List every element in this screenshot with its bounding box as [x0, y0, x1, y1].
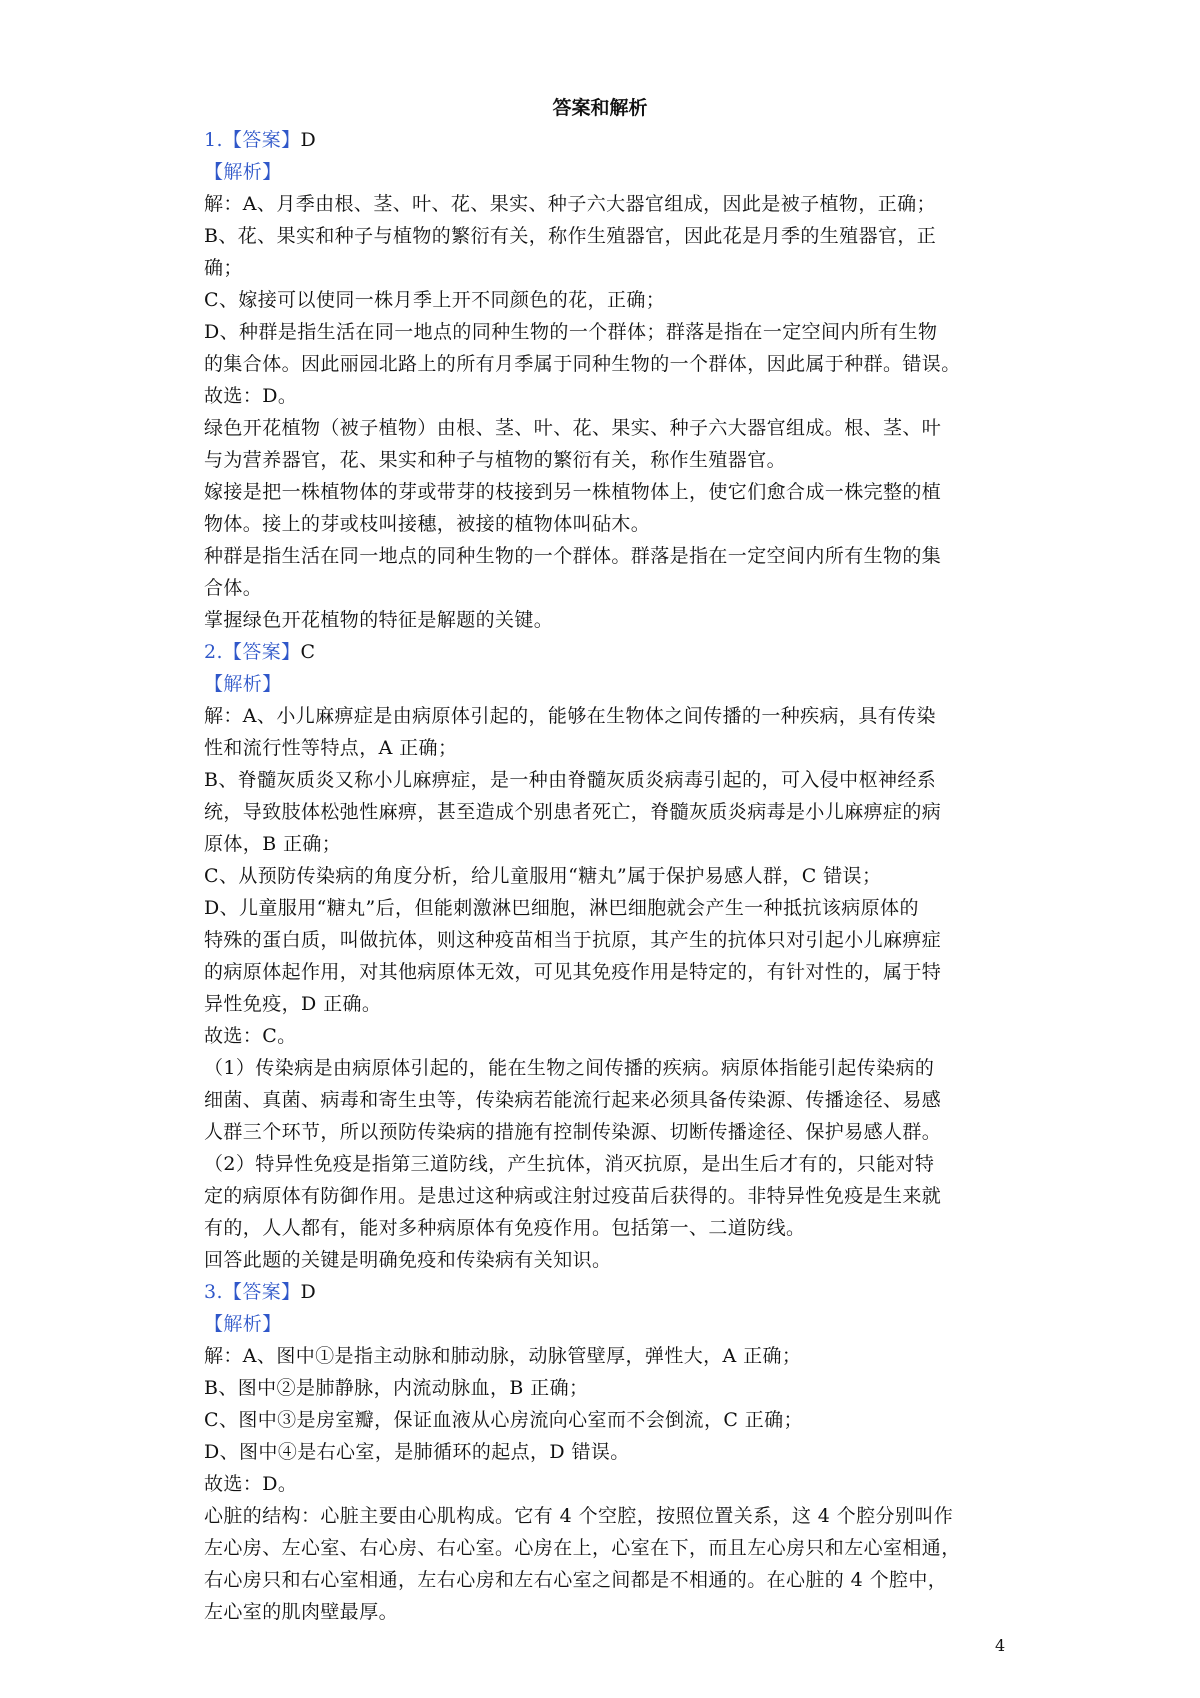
text-line — [204, 1084, 1004, 1116]
text-line — [204, 508, 1004, 540]
text-line — [204, 796, 1004, 828]
text-line — [204, 924, 1004, 956]
text-line — [204, 764, 1004, 796]
text-line — [204, 1404, 1004, 1436]
text-line — [204, 956, 1004, 988]
line-text: 定的病原体有防御作用。是患过这种病或注射过疫苗后获得的。非特异性免疫是生来就 — [204, 1185, 942, 1207]
line-text: 故选：D。 — [204, 1473, 298, 1495]
text-line — [204, 668, 1004, 700]
text-line — [204, 1596, 1004, 1628]
text-line — [204, 1244, 1004, 1276]
section-label: 【解析】 — [204, 673, 282, 695]
line-text: 故选：C。 — [204, 1025, 297, 1047]
text-line — [204, 636, 1004, 668]
text-line — [204, 476, 1004, 508]
text-line — [204, 220, 1004, 252]
line-text: B、脊髓灰质炎又称小儿麻痹症，是一种由脊髓灰质炎病毒引起的，可入侵中枢神经系 — [204, 769, 937, 791]
text-line — [204, 1564, 1004, 1596]
section-label: 1.【答案】 — [204, 129, 301, 151]
text-line — [204, 860, 1004, 892]
text-line — [204, 124, 1004, 156]
line-text: D — [300, 129, 317, 151]
text-line — [204, 1532, 1004, 1564]
text-line — [204, 188, 1004, 220]
text-line — [204, 156, 1004, 188]
text-line — [204, 572, 1004, 604]
page-number: 4 — [995, 1636, 1006, 1655]
text-line — [204, 1052, 1004, 1084]
text-line — [204, 1276, 1004, 1308]
text-line — [204, 284, 1004, 316]
line-text: 异性免疫，D 正确。 — [204, 993, 382, 1015]
line-text: 掌握绿色开花植物的特征是解题的关键。 — [204, 609, 554, 631]
line-text: 确； — [204, 257, 243, 279]
line-text: 性和流行性等特点，A 正确； — [204, 737, 458, 759]
line-text: 左心房、左心室、右心房、右心室。心房在上，心室在下，而且左心房只和左心室相通， — [204, 1537, 961, 1559]
line-text: 与为营养器官，花、果实和种子与植物的繁衍有关，称作生殖器官。 — [204, 449, 787, 471]
text-line — [204, 1148, 1004, 1180]
text-line — [204, 892, 1004, 924]
text-line — [204, 1340, 1004, 1372]
text-line — [204, 1308, 1004, 1340]
text-line — [204, 700, 1004, 732]
line-text: C、从预防传染病的角度分析，给儿童服用“糖丸”属于保护易感人群，C 错误； — [204, 865, 882, 887]
line-text: 解：A、图中①是指主动脉和肺动脉，动脉管壁厚，弹性大，A 正确； — [204, 1345, 802, 1367]
section-label: 3.【答案】 — [204, 1281, 301, 1303]
line-text: B、花、果实和种子与植物的繁衍有关，称作生殖器官，因此花是月季的生殖器官，正 — [204, 225, 937, 247]
line-text: D、图中④是右心室，是肺循环的起点，D 错误。 — [204, 1441, 630, 1463]
text-line — [204, 1468, 1004, 1500]
text-line — [204, 380, 1004, 412]
line-text: 细菌、真菌、病毒和寄生虫等，传染病若能流行起来必须具备传染源、传播途径、易感 — [204, 1089, 942, 1111]
line-text: C — [300, 641, 316, 663]
line-text: 统，导致肢体松弛性麻痹，甚至造成个别患者死亡，脊髓灰质炎病毒是小儿麻痹症的病 — [204, 801, 942, 823]
text-line — [204, 1212, 1004, 1244]
line-text: 原体，B 正确； — [204, 833, 342, 855]
section-label: 【解析】 — [204, 161, 282, 183]
text-line — [204, 604, 1004, 636]
line-text: D — [300, 1281, 317, 1303]
text-line — [204, 828, 1004, 860]
text-line — [204, 1436, 1004, 1468]
text-line — [204, 732, 1004, 764]
line-text: B、图中②是肺静脉，内流动脉血，B 正确； — [204, 1377, 589, 1399]
section-label: 2.【答案】 — [204, 641, 301, 663]
line-text: C、图中③是房室瓣，保证血液从心房流向心室而不会倒流，C 正确； — [204, 1409, 803, 1431]
line-text: 的病原体起作用，对其他病原体无效，可见其免疫作用是特定的，有针对性的，属于特 — [204, 961, 942, 983]
text-line — [204, 540, 1004, 572]
page-title: 答案和解析 — [552, 97, 648, 119]
text-line — [204, 988, 1004, 1020]
line-text: 左心室的肌肉壁最厚。 — [204, 1601, 399, 1623]
answer-body — [204, 124, 1004, 1628]
text-line — [204, 1500, 1004, 1532]
line-text: 心脏的结构：心脏主要由心肌构成。它有 4 个空腔，按照位置关系，这 4 个腔分别叫作 — [204, 1505, 954, 1527]
text-line — [204, 444, 1004, 476]
line-text: 的集合体。因此丽园北路上的所有月季属于同种生物的一个群体，因此属于种群。错误。 — [204, 353, 961, 375]
text-line — [204, 1116, 1004, 1148]
line-text: 物体。接上的芽或枝叫接穗，被接的植物体叫砧木。 — [204, 513, 651, 535]
line-text: 有的，人人都有，能对多种病原体有免疫作用。包括第一、二道防线。 — [204, 1217, 806, 1239]
text-line — [204, 316, 1004, 348]
line-text: 解：A、小儿麻痹症是由病原体引起的，能够在生物体之间传播的一种疾病，具有传染 — [204, 705, 936, 727]
line-text: 特殊的蛋白质，叫做抗体，则这种疫苗相当于抗原，其产生的抗体只对引起小儿麻痹症 — [204, 929, 942, 951]
line-text: （2）特异性免疫是指第三道防线，产生抗体，消灭抗原，是出生后才有的，只能对特 — [204, 1153, 935, 1175]
line-text: （1）传染病是由病原体引起的，能在生物之间传播的疾病。病原体指能引起传染病的 — [204, 1057, 935, 1079]
text-line — [204, 1020, 1004, 1052]
text-line — [204, 348, 1004, 380]
text-line — [204, 252, 1004, 284]
text-line — [204, 1180, 1004, 1212]
line-text: 回答此题的关键是明确免疫和传染病有关知识。 — [204, 1249, 612, 1271]
line-text: 绿色开花植物（被子植物）由根、茎、叶、花、果实、种子六大器官组成。根、茎、叶 — [204, 417, 942, 439]
line-text: 右心房只和右心室相通，左右心房和左右心室之间都是不相通的。在心脏的 4 个腔中， — [204, 1569, 948, 1591]
line-text: 人群三个环节，所以预防传染病的措施有控制传染源、切断传播途径、保护易感人群。 — [204, 1121, 942, 1143]
line-text: 解：A、月季由根、茎、叶、花、果实、种子六大器官组成，因此是被子植物，正确； — [204, 193, 936, 215]
line-text: C、嫁接可以使同一株月季上开不同颜色的花，正确； — [204, 289, 666, 311]
line-text: 嫁接是把一株植物体的芽或带芽的枝接到另一株植物体上，使它们愈合成一株完整的植 — [204, 481, 942, 503]
text-line — [204, 412, 1004, 444]
text-line — [204, 1372, 1004, 1404]
line-text: 合体。 — [204, 577, 263, 599]
section-label: 【解析】 — [204, 1313, 282, 1335]
line-text: D、儿童服用“糖丸”后，但能刺激淋巴细胞，淋巴细胞就会产生一种抵抗该病原体的 — [204, 897, 919, 919]
line-text: 故选：D。 — [204, 385, 298, 407]
line-text: 种群是指生活在同一地点的同种生物的一个群体。群落是指在一定空间内所有生物的集 — [204, 545, 942, 567]
line-text: D、种群是指生活在同一地点的同种生物的一个群体；群落是指在一定空间内所有生物 — [204, 321, 938, 343]
